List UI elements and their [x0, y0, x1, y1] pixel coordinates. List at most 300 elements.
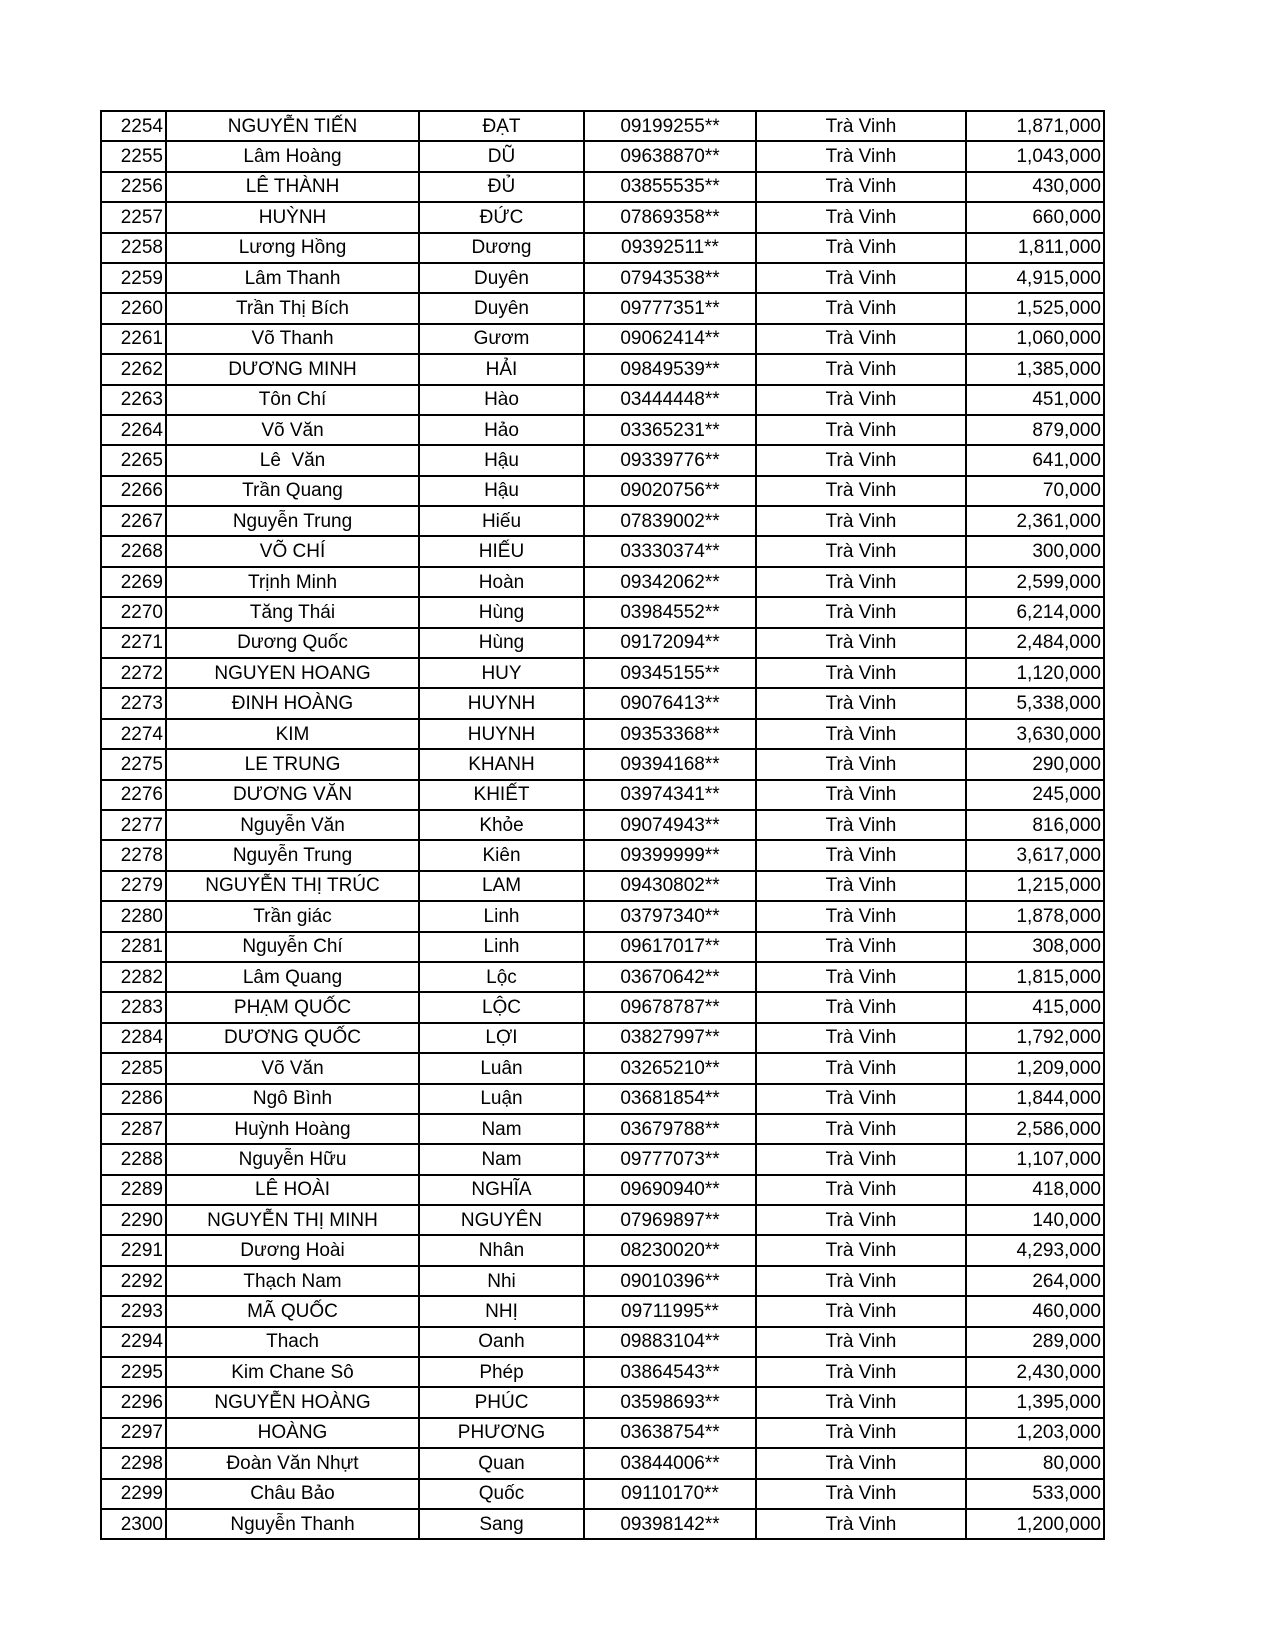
- cell-row-number: 2281: [101, 932, 166, 962]
- cell-amount: 264,000: [966, 1266, 1104, 1296]
- table-row: [101, 810, 1104, 840]
- cell-given-name: Luân: [419, 1053, 584, 1083]
- cell-row-number: 2255: [101, 141, 166, 171]
- cell-amount: 641,000: [966, 445, 1104, 475]
- cell-first-middle-name: Trịnh Minh: [166, 567, 419, 597]
- cell-amount: 430,000: [966, 172, 1104, 202]
- cell-amount: 533,000: [966, 1479, 1104, 1509]
- cell-row-number: 2279: [101, 871, 166, 901]
- cell-province: Trà Vinh: [756, 324, 966, 354]
- cell-row-number: 2300: [101, 1509, 166, 1539]
- table-row: [101, 1053, 1104, 1083]
- cell-first-middle-name: Trần giác: [166, 901, 419, 931]
- cell-province: Trà Vinh: [756, 1205, 966, 1235]
- cell-province: Trà Vinh: [756, 506, 966, 536]
- cell-phone-number: 09430802**: [584, 871, 756, 901]
- cell-phone-number: 07869358**: [584, 202, 756, 232]
- cell-province: Trà Vinh: [756, 932, 966, 962]
- cell-given-name: Hùng: [419, 628, 584, 658]
- cell-amount: 451,000: [966, 385, 1104, 415]
- cell-given-name: Hậu: [419, 445, 584, 475]
- cell-province: Trà Vinh: [756, 1235, 966, 1265]
- cell-amount: 3,617,000: [966, 840, 1104, 870]
- table-row: [101, 1235, 1104, 1265]
- cell-amount: 5,338,000: [966, 688, 1104, 718]
- cell-first-middle-name: LÊ HOÀI: [166, 1175, 419, 1205]
- cell-row-number: 2278: [101, 840, 166, 870]
- table-row: [101, 1418, 1104, 1448]
- cell-given-name: Duyên: [419, 263, 584, 293]
- cell-amount: 460,000: [966, 1296, 1104, 1326]
- cell-amount: 2,484,000: [966, 628, 1104, 658]
- table-row: [101, 1266, 1104, 1296]
- cell-row-number: 2259: [101, 263, 166, 293]
- cell-first-middle-name: Đoàn Văn Nhựt: [166, 1448, 419, 1478]
- table-row: [101, 840, 1104, 870]
- cell-given-name: Hào: [419, 385, 584, 415]
- table-row: [101, 749, 1104, 779]
- cell-province: Trà Vinh: [756, 1479, 966, 1509]
- cell-given-name: Oanh: [419, 1327, 584, 1357]
- cell-row-number: 2267: [101, 506, 166, 536]
- cell-phone-number: 09638870**: [584, 141, 756, 171]
- cell-first-middle-name: Dương Quốc: [166, 628, 419, 658]
- cell-given-name: ĐỦ: [419, 172, 584, 202]
- cell-given-name: Nam: [419, 1114, 584, 1144]
- cell-row-number: 2271: [101, 628, 166, 658]
- cell-given-name: KHIẾT: [419, 780, 584, 810]
- cell-given-name: Hậu: [419, 476, 584, 506]
- table-row: [101, 628, 1104, 658]
- cell-given-name: NHỊ: [419, 1296, 584, 1326]
- cell-province: Trà Vinh: [756, 1509, 966, 1539]
- cell-phone-number: 07839002**: [584, 506, 756, 536]
- cell-row-number: 2299: [101, 1479, 166, 1509]
- cell-amount: 816,000: [966, 810, 1104, 840]
- cell-amount: 1,203,000: [966, 1418, 1104, 1448]
- cell-phone-number: 09199255**: [584, 111, 756, 141]
- cell-province: Trà Vinh: [756, 1175, 966, 1205]
- cell-given-name: NGUYÊN: [419, 1205, 584, 1235]
- cell-phone-number: 03844006**: [584, 1448, 756, 1478]
- table-row: [101, 901, 1104, 931]
- cell-first-middle-name: Võ Thanh: [166, 324, 419, 354]
- table-row: [101, 567, 1104, 597]
- table-row: [101, 780, 1104, 810]
- cell-first-middle-name: DƯƠNG QUỐC: [166, 1023, 419, 1053]
- table-row: [101, 1296, 1104, 1326]
- cell-row-number: 2258: [101, 233, 166, 263]
- cell-given-name: HIẾU: [419, 536, 584, 566]
- cell-province: Trà Vinh: [756, 1448, 966, 1478]
- cell-row-number: 2272: [101, 658, 166, 688]
- cell-phone-number: 09353368**: [584, 719, 756, 749]
- cell-phone-number: 07943538**: [584, 263, 756, 293]
- cell-amount: 1,200,000: [966, 1509, 1104, 1539]
- cell-phone-number: 03598693**: [584, 1387, 756, 1417]
- cell-amount: 1,525,000: [966, 293, 1104, 323]
- cell-given-name: Hảo: [419, 415, 584, 445]
- cell-first-middle-name: Tăng Thái: [166, 597, 419, 627]
- cell-first-middle-name: Nguyễn Hữu: [166, 1144, 419, 1174]
- cell-amount: 4,915,000: [966, 263, 1104, 293]
- cell-amount: 290,000: [966, 749, 1104, 779]
- table-row: [101, 932, 1104, 962]
- table-body: [101, 111, 1104, 1539]
- table-row: [101, 688, 1104, 718]
- cell-phone-number: 09342062**: [584, 567, 756, 597]
- cell-amount: 1,844,000: [966, 1084, 1104, 1114]
- cell-province: Trà Vinh: [756, 1084, 966, 1114]
- cell-province: Trà Vinh: [756, 1357, 966, 1387]
- cell-row-number: 2280: [101, 901, 166, 931]
- cell-province: Trà Vinh: [756, 476, 966, 506]
- cell-first-middle-name: DƯƠNG VĂN: [166, 780, 419, 810]
- cell-phone-number: 09883104**: [584, 1327, 756, 1357]
- cell-province: Trà Vinh: [756, 172, 966, 202]
- cell-amount: 1,792,000: [966, 1023, 1104, 1053]
- cell-province: Trà Vinh: [756, 141, 966, 171]
- table-row: [101, 536, 1104, 566]
- cell-phone-number: 03365231**: [584, 415, 756, 445]
- cell-province: Trà Vinh: [756, 749, 966, 779]
- cell-first-middle-name: LÊ THÀNH: [166, 172, 419, 202]
- cell-first-middle-name: NGUYỄN TIẾN: [166, 111, 419, 141]
- table-row: [101, 172, 1104, 202]
- cell-amount: 80,000: [966, 1448, 1104, 1478]
- cell-phone-number: 03797340**: [584, 901, 756, 931]
- cell-province: Trà Vinh: [756, 810, 966, 840]
- cell-row-number: 2283: [101, 992, 166, 1022]
- cell-given-name: Quốc: [419, 1479, 584, 1509]
- cell-phone-number: 09062414**: [584, 324, 756, 354]
- cell-row-number: 2273: [101, 688, 166, 718]
- cell-given-name: NGHĨA: [419, 1175, 584, 1205]
- cell-row-number: 2293: [101, 1296, 166, 1326]
- cell-province: Trà Vinh: [756, 293, 966, 323]
- cell-province: Trà Vinh: [756, 415, 966, 445]
- cell-row-number: 2292: [101, 1266, 166, 1296]
- cell-phone-number: 09172094**: [584, 628, 756, 658]
- cell-province: Trà Vinh: [756, 992, 966, 1022]
- cell-phone-number: 07969897**: [584, 1205, 756, 1235]
- cell-first-middle-name: Nguyễn Trung: [166, 506, 419, 536]
- cell-row-number: 2285: [101, 1053, 166, 1083]
- table-row: [101, 1175, 1104, 1205]
- table-row: [101, 597, 1104, 627]
- cell-given-name: Linh: [419, 901, 584, 931]
- cell-province: Trà Vinh: [756, 111, 966, 141]
- cell-amount: 4,293,000: [966, 1235, 1104, 1265]
- cell-row-number: 2287: [101, 1114, 166, 1144]
- cell-given-name: LỘC: [419, 992, 584, 1022]
- cell-given-name: HUYNH: [419, 719, 584, 749]
- table-row: [101, 1144, 1104, 1174]
- cell-amount: 1,385,000: [966, 354, 1104, 384]
- cell-phone-number: 09678787**: [584, 992, 756, 1022]
- cell-row-number: 2263: [101, 385, 166, 415]
- cell-row-number: 2294: [101, 1327, 166, 1357]
- cell-phone-number: 09777351**: [584, 293, 756, 323]
- cell-row-number: 2296: [101, 1387, 166, 1417]
- cell-first-middle-name: KIM: [166, 719, 419, 749]
- cell-given-name: Linh: [419, 932, 584, 962]
- cell-amount: 415,000: [966, 992, 1104, 1022]
- cell-province: Trà Vinh: [756, 385, 966, 415]
- table-row: [101, 111, 1104, 141]
- cell-province: Trà Vinh: [756, 202, 966, 232]
- table-row: [101, 1357, 1104, 1387]
- cell-amount: 308,000: [966, 932, 1104, 962]
- cell-first-middle-name: Trần Quang: [166, 476, 419, 506]
- cell-first-middle-name: MÃ QUỐC: [166, 1296, 419, 1326]
- table-row: [101, 1114, 1104, 1144]
- cell-first-middle-name: Lương Hồng: [166, 233, 419, 263]
- cell-row-number: 2288: [101, 1144, 166, 1174]
- table-row: [101, 385, 1104, 415]
- cell-given-name: Phép: [419, 1357, 584, 1387]
- cell-province: Trà Vinh: [756, 1114, 966, 1144]
- table-row: [101, 1205, 1104, 1235]
- table-row: [101, 202, 1104, 232]
- cell-province: Trà Vinh: [756, 780, 966, 810]
- table-row: [101, 324, 1104, 354]
- cell-phone-number: 03638754**: [584, 1418, 756, 1448]
- cell-given-name: Hiếu: [419, 506, 584, 536]
- cell-first-middle-name: DƯƠNG MINH: [166, 354, 419, 384]
- cell-amount: 879,000: [966, 415, 1104, 445]
- cell-phone-number: 03984552**: [584, 597, 756, 627]
- cell-row-number: 2265: [101, 445, 166, 475]
- cell-given-name: Duyên: [419, 293, 584, 323]
- beneficiary-table: [100, 110, 1105, 1540]
- cell-province: Trà Vinh: [756, 1387, 966, 1417]
- table-row: [101, 1084, 1104, 1114]
- cell-first-middle-name: Võ Văn: [166, 415, 419, 445]
- cell-amount: 2,586,000: [966, 1114, 1104, 1144]
- cell-row-number: 2290: [101, 1205, 166, 1235]
- cell-province: Trà Vinh: [756, 1418, 966, 1448]
- cell-first-middle-name: HOÀNG: [166, 1418, 419, 1448]
- cell-amount: 70,000: [966, 476, 1104, 506]
- cell-row-number: 2260: [101, 293, 166, 323]
- cell-province: Trà Vinh: [756, 1053, 966, 1083]
- cell-phone-number: 09711995**: [584, 1296, 756, 1326]
- table-row: [101, 354, 1104, 384]
- cell-phone-number: 09849539**: [584, 354, 756, 384]
- cell-province: Trà Vinh: [756, 628, 966, 658]
- cell-given-name: KHANH: [419, 749, 584, 779]
- cell-first-middle-name: Nguyễn Văn: [166, 810, 419, 840]
- cell-phone-number: 03864543**: [584, 1357, 756, 1387]
- cell-row-number: 2282: [101, 962, 166, 992]
- cell-amount: 1,209,000: [966, 1053, 1104, 1083]
- cell-province: Trà Vinh: [756, 1327, 966, 1357]
- cell-amount: 418,000: [966, 1175, 1104, 1205]
- cell-first-middle-name: Lâm Quang: [166, 962, 419, 992]
- cell-province: Trà Vinh: [756, 1296, 966, 1326]
- cell-province: Trà Vinh: [756, 1023, 966, 1053]
- cell-row-number: 2297: [101, 1418, 166, 1448]
- cell-amount: 1,043,000: [966, 141, 1104, 171]
- cell-row-number: 2257: [101, 202, 166, 232]
- cell-province: Trà Vinh: [756, 962, 966, 992]
- cell-phone-number: 09020756**: [584, 476, 756, 506]
- cell-province: Trà Vinh: [756, 567, 966, 597]
- cell-amount: 140,000: [966, 1205, 1104, 1235]
- cell-row-number: 2275: [101, 749, 166, 779]
- cell-row-number: 2266: [101, 476, 166, 506]
- cell-given-name: Nhân: [419, 1235, 584, 1265]
- cell-province: Trà Vinh: [756, 719, 966, 749]
- table-row: [101, 1387, 1104, 1417]
- cell-province: Trà Vinh: [756, 597, 966, 627]
- cell-row-number: 2295: [101, 1357, 166, 1387]
- cell-phone-number: 09399999**: [584, 840, 756, 870]
- table-row: [101, 476, 1104, 506]
- table-row: [101, 445, 1104, 475]
- cell-phone-number: 09398142**: [584, 1509, 756, 1539]
- table-row: [101, 1327, 1104, 1357]
- cell-given-name: Khỏe: [419, 810, 584, 840]
- cell-amount: 2,361,000: [966, 506, 1104, 536]
- table-row: [101, 293, 1104, 323]
- cell-given-name: Hùng: [419, 597, 584, 627]
- cell-phone-number: 09076413**: [584, 688, 756, 718]
- cell-first-middle-name: Huỳnh Hoàng: [166, 1114, 419, 1144]
- cell-phone-number: 09690940**: [584, 1175, 756, 1205]
- cell-given-name: Nhi: [419, 1266, 584, 1296]
- cell-first-middle-name: Dương Hoài: [166, 1235, 419, 1265]
- cell-first-middle-name: Nguyễn Trung: [166, 840, 419, 870]
- table-row: [101, 1509, 1104, 1539]
- cell-phone-number: 03974341**: [584, 780, 756, 810]
- table-row: [101, 233, 1104, 263]
- cell-first-middle-name: Lâm Thanh: [166, 263, 419, 293]
- cell-row-number: 2270: [101, 597, 166, 627]
- cell-given-name: Quan: [419, 1448, 584, 1478]
- cell-row-number: 2286: [101, 1084, 166, 1114]
- cell-phone-number: 09777073**: [584, 1144, 756, 1174]
- cell-province: Trà Vinh: [756, 536, 966, 566]
- cell-amount: 1,060,000: [966, 324, 1104, 354]
- cell-province: Trà Vinh: [756, 445, 966, 475]
- cell-amount: 1,120,000: [966, 658, 1104, 688]
- cell-phone-number: 09010396**: [584, 1266, 756, 1296]
- table-row: [101, 992, 1104, 1022]
- cell-given-name: ĐẠT: [419, 111, 584, 141]
- cell-first-middle-name: Kim Chane Sô: [166, 1357, 419, 1387]
- cell-phone-number: 03330374**: [584, 536, 756, 566]
- cell-province: Trà Vinh: [756, 233, 966, 263]
- cell-amount: 2,430,000: [966, 1357, 1104, 1387]
- cell-phone-number: 03827997**: [584, 1023, 756, 1053]
- cell-row-number: 2264: [101, 415, 166, 445]
- cell-row-number: 2291: [101, 1235, 166, 1265]
- cell-province: Trà Vinh: [756, 658, 966, 688]
- cell-first-middle-name: Nguyễn Thanh: [166, 1509, 419, 1539]
- cell-first-middle-name: Thach: [166, 1327, 419, 1357]
- cell-first-middle-name: VÕ CHÍ: [166, 536, 419, 566]
- cell-row-number: 2269: [101, 567, 166, 597]
- cell-first-middle-name: Võ Văn: [166, 1053, 419, 1083]
- cell-given-name: HẢI: [419, 354, 584, 384]
- cell-phone-number: 03679788**: [584, 1114, 756, 1144]
- cell-first-middle-name: NGUYỄN THỊ TRÚC: [166, 871, 419, 901]
- cell-first-middle-name: NGUYỄN HOÀNG: [166, 1387, 419, 1417]
- cell-given-name: Kiên: [419, 840, 584, 870]
- cell-given-name: ĐỨC: [419, 202, 584, 232]
- cell-given-name: Hoàn: [419, 567, 584, 597]
- cell-first-middle-name: NGUYEN HOANG: [166, 658, 419, 688]
- cell-province: Trà Vinh: [756, 354, 966, 384]
- cell-row-number: 2256: [101, 172, 166, 202]
- cell-first-middle-name: Châu Bảo: [166, 1479, 419, 1509]
- cell-first-middle-name: Nguyễn Chí: [166, 932, 419, 962]
- cell-first-middle-name: Trần Thị Bích: [166, 293, 419, 323]
- cell-phone-number: 09110170**: [584, 1479, 756, 1509]
- cell-phone-number: 03681854**: [584, 1084, 756, 1114]
- cell-province: Trà Vinh: [756, 263, 966, 293]
- cell-amount: 300,000: [966, 536, 1104, 566]
- cell-row-number: 2276: [101, 780, 166, 810]
- cell-first-middle-name: Thạch Nam: [166, 1266, 419, 1296]
- cell-given-name: Lộc: [419, 962, 584, 992]
- cell-row-number: 2289: [101, 1175, 166, 1205]
- cell-province: Trà Vinh: [756, 688, 966, 718]
- cell-phone-number: 03855535**: [584, 172, 756, 202]
- cell-given-name: Sang: [419, 1509, 584, 1539]
- cell-amount: 245,000: [966, 780, 1104, 810]
- cell-first-middle-name: Lâm Hoàng: [166, 141, 419, 171]
- cell-row-number: 2268: [101, 536, 166, 566]
- cell-first-middle-name: PHẠM QUỐC: [166, 992, 419, 1022]
- cell-first-middle-name: LE TRUNG: [166, 749, 419, 779]
- table-row: [101, 1479, 1104, 1509]
- cell-province: Trà Vinh: [756, 871, 966, 901]
- cell-province: Trà Vinh: [756, 1266, 966, 1296]
- cell-given-name: Luận: [419, 1084, 584, 1114]
- cell-first-middle-name: Lê Văn: [166, 445, 419, 475]
- table-row: [101, 719, 1104, 749]
- table-row: [101, 506, 1104, 536]
- cell-first-middle-name: HUỲNH: [166, 202, 419, 232]
- table-row: [101, 415, 1104, 445]
- cell-amount: 1,395,000: [966, 1387, 1104, 1417]
- cell-row-number: 2254: [101, 111, 166, 141]
- cell-row-number: 2274: [101, 719, 166, 749]
- table-row: [101, 871, 1104, 901]
- table-row: [101, 658, 1104, 688]
- cell-given-name: Nam: [419, 1144, 584, 1174]
- cell-row-number: 2277: [101, 810, 166, 840]
- cell-given-name: DŨ: [419, 141, 584, 171]
- cell-given-name: HUY: [419, 658, 584, 688]
- cell-phone-number: 09617017**: [584, 932, 756, 962]
- cell-phone-number: 03670642**: [584, 962, 756, 992]
- cell-amount: 1,871,000: [966, 111, 1104, 141]
- table-row: [101, 141, 1104, 171]
- cell-row-number: 2261: [101, 324, 166, 354]
- cell-phone-number: 08230020**: [584, 1235, 756, 1265]
- cell-given-name: Gươm: [419, 324, 584, 354]
- table-row: [101, 962, 1104, 992]
- cell-given-name: PHÚC: [419, 1387, 584, 1417]
- cell-row-number: 2262: [101, 354, 166, 384]
- cell-amount: 1,878,000: [966, 901, 1104, 931]
- table-row: [101, 1023, 1104, 1053]
- cell-amount: 2,599,000: [966, 567, 1104, 597]
